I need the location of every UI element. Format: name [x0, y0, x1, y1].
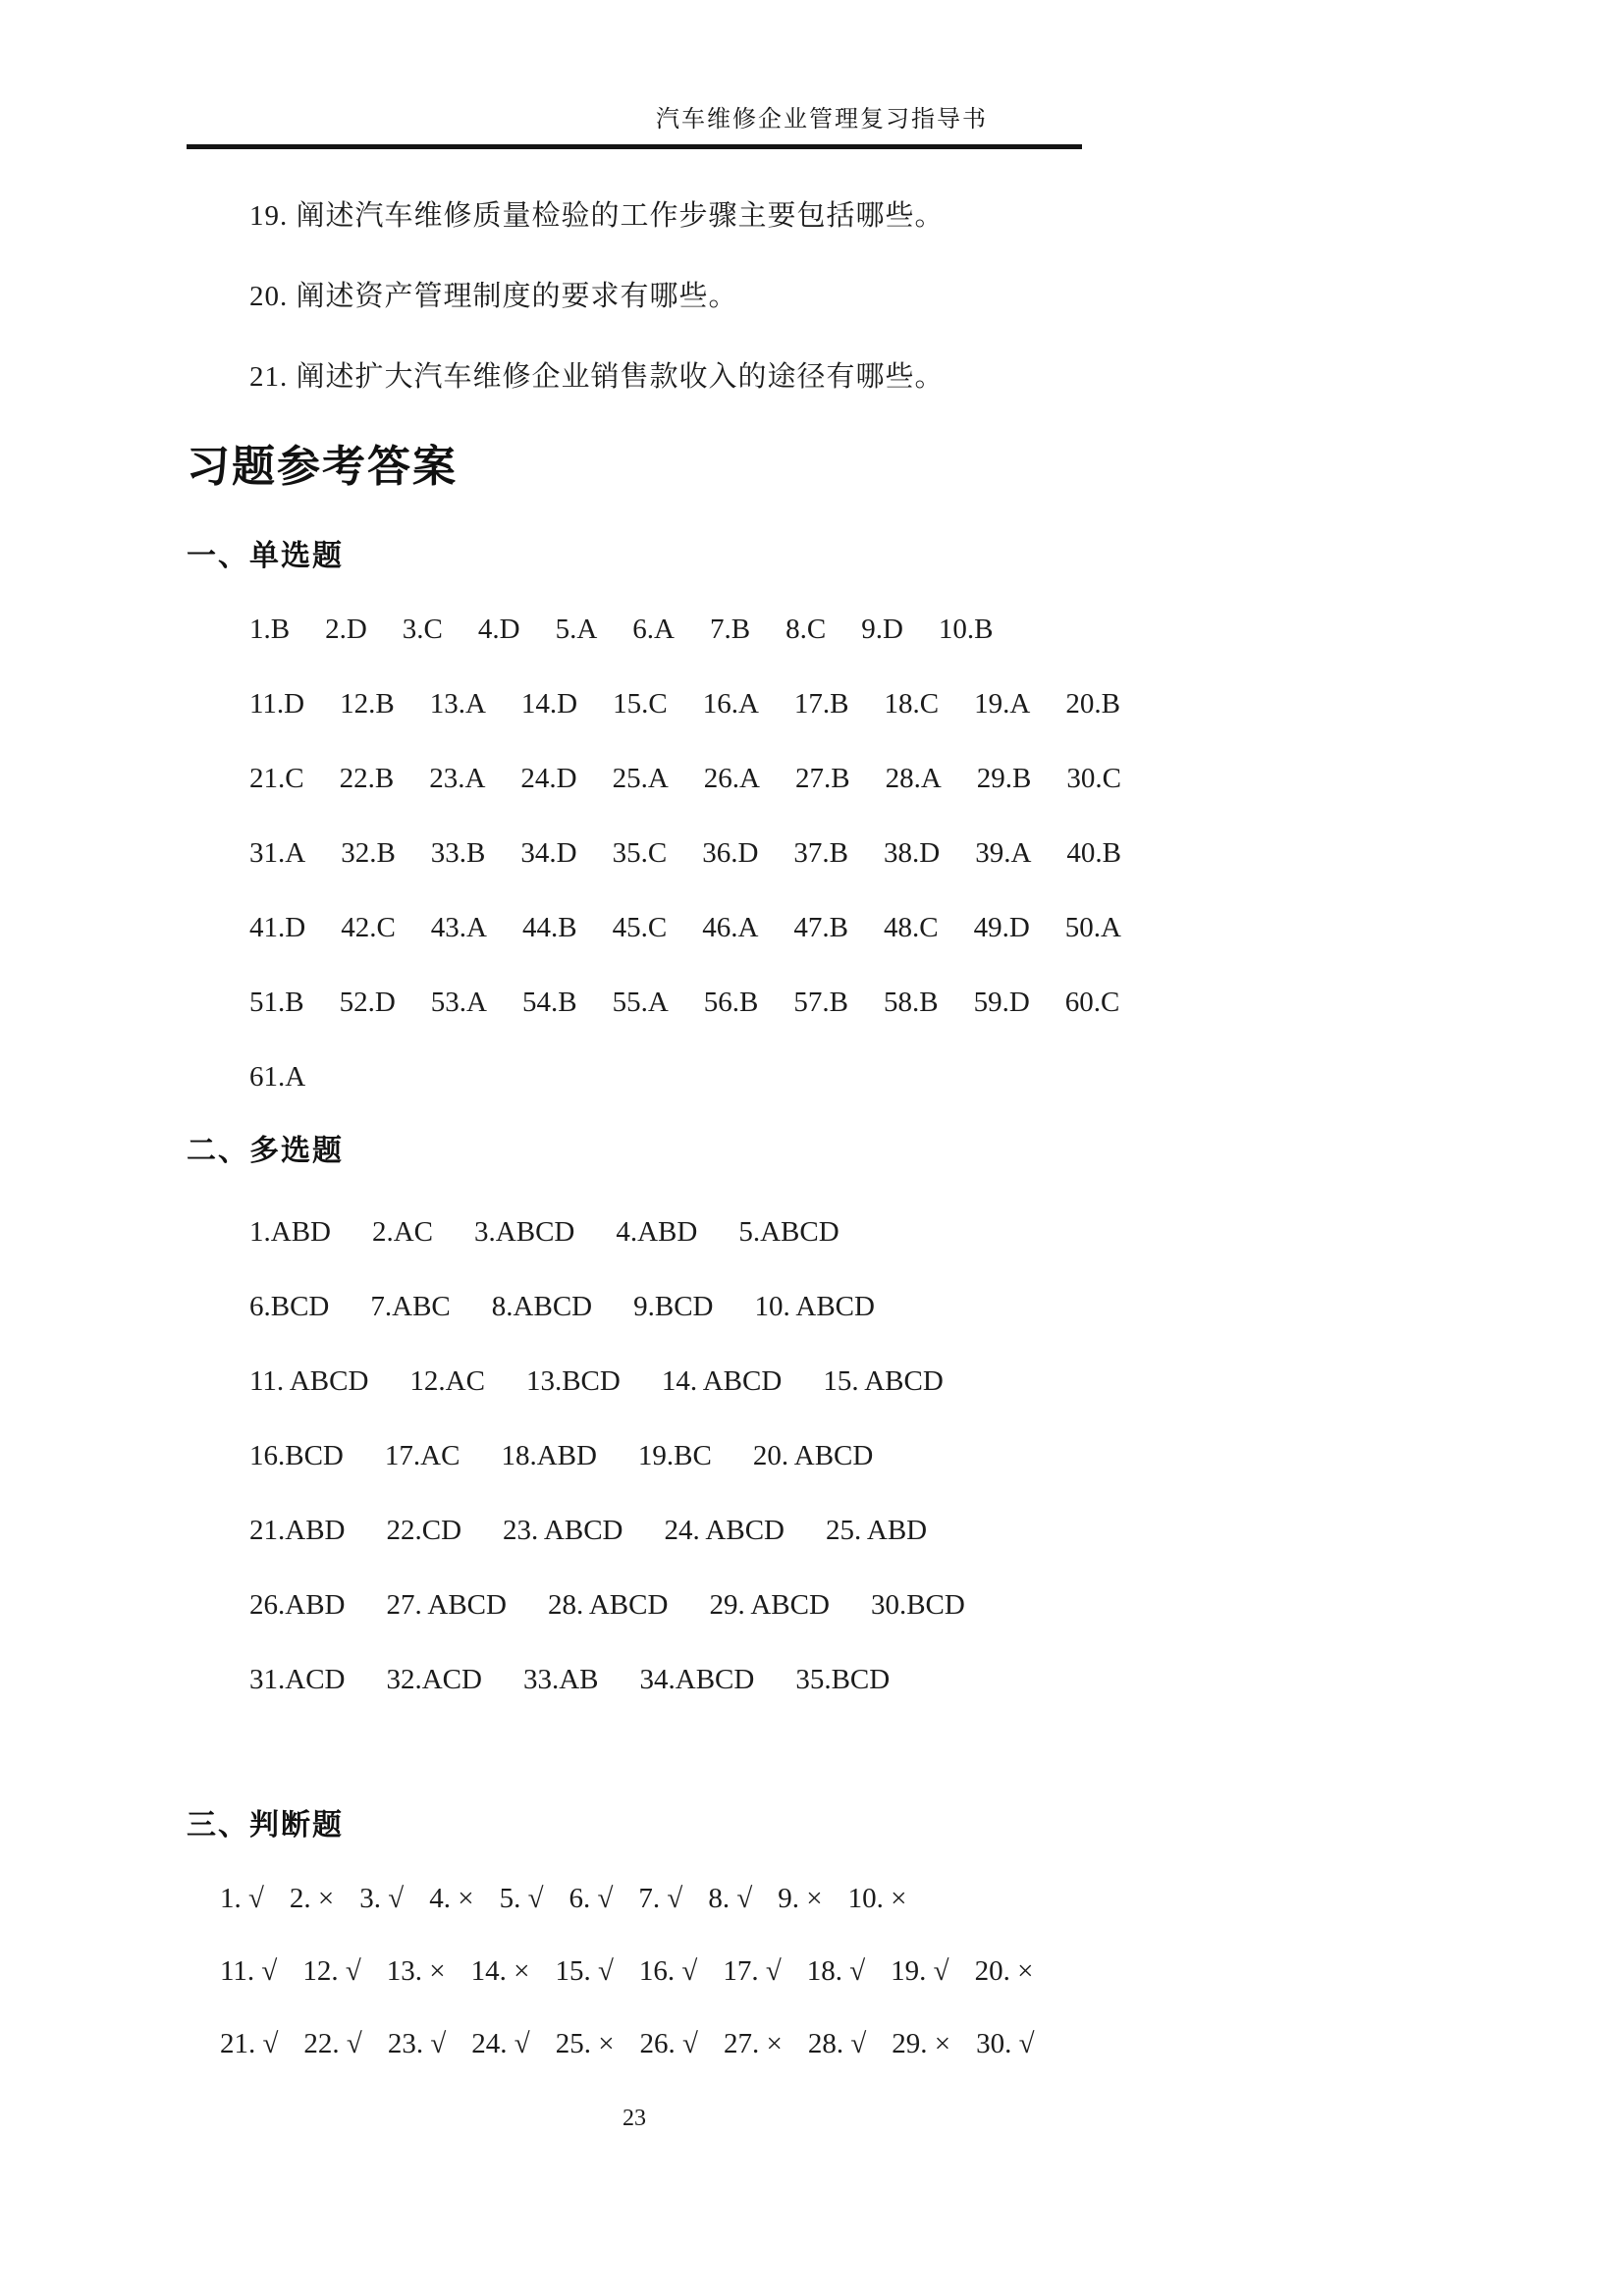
- answer-item: 1.B: [249, 614, 291, 645]
- answer-item: 45.C: [612, 912, 668, 943]
- answer-item: 22.B: [339, 763, 395, 794]
- answer-item: 7. √: [638, 1883, 683, 1914]
- answer-item: 41.D: [249, 912, 306, 943]
- answer-item: 50.A: [1064, 912, 1121, 943]
- answer-item: 55.A: [612, 987, 669, 1018]
- answer-item: 33.AB: [522, 1664, 599, 1695]
- answers-heading: 习题参考答案: [187, 443, 458, 491]
- answer-item: 2. ×: [289, 1883, 335, 1914]
- answer-item: 18.C: [884, 688, 940, 720]
- answer-item: 5. √: [499, 1883, 544, 1914]
- answer-item: 59.D: [973, 987, 1030, 1018]
- answer-item: 11. ABCD: [249, 1365, 369, 1397]
- answer-item: 56.B: [703, 987, 759, 1018]
- answer-item: 32.B: [341, 837, 396, 869]
- answer-item: 11. √: [220, 1955, 278, 1987]
- answer-item: 1.ABD: [249, 1216, 331, 1248]
- answer-item: 22. √: [303, 2028, 362, 2059]
- answer-item: 28.A: [885, 763, 942, 794]
- answer-item: 31.A: [249, 837, 306, 869]
- answer-item: 10. ABCD: [754, 1291, 875, 1322]
- answer-item: 21.ABD: [249, 1515, 346, 1546]
- answer-item: 21.C: [249, 763, 304, 794]
- answer-item: 4. ×: [429, 1883, 474, 1914]
- answer-item: 15.C: [613, 688, 668, 720]
- question-list: [249, 198, 1082, 395]
- answer-item: 46.A: [702, 912, 759, 943]
- answer-item: 3.ABCD: [474, 1216, 575, 1248]
- section-title-true-false: 三、判断题: [187, 1809, 344, 1842]
- question-line: 20. 阐述资产管理制度的要求有哪些。: [249, 281, 738, 312]
- answer-row: [249, 1290, 1082, 1323]
- answer-item: 34.ABCD: [639, 1664, 755, 1695]
- answer-item: 38.D: [883, 837, 941, 869]
- answer-item: 19.BC: [637, 1440, 712, 1471]
- answer-item: 27. ×: [723, 2028, 783, 2059]
- answer-item: 42.C: [341, 912, 396, 943]
- answer-row: [249, 1663, 1082, 1696]
- answer-item: 36.D: [702, 837, 759, 869]
- answer-item: 20.B: [1065, 688, 1120, 720]
- answer-item: 39.A: [975, 837, 1032, 869]
- answer-item: 1. √: [220, 1883, 264, 1914]
- page-content: [187, 0, 1121, 2132]
- answer-row: [220, 2027, 1082, 2060]
- answer-item: 27.B: [795, 763, 850, 794]
- answer-item: 4.D: [477, 614, 520, 645]
- answer-item: 23.A: [429, 763, 486, 794]
- answer-item: 37.B: [793, 837, 848, 869]
- answer-item: 18. √: [806, 1955, 866, 1987]
- answer-item: 5.ABCD: [738, 1216, 839, 1248]
- answer-item: 51.B: [249, 987, 304, 1018]
- single-choice-answers: [249, 613, 1121, 1094]
- answer-item: 6.BCD: [249, 1291, 330, 1322]
- answer-item: 29. ×: [892, 2028, 951, 2059]
- answer-item: 49.D: [973, 912, 1030, 943]
- answer-item: 44.B: [522, 912, 577, 943]
- answer-row: [249, 836, 1121, 870]
- answer-item: 14. ABCD: [661, 1365, 783, 1397]
- answer-item: 9.BCD: [633, 1291, 714, 1322]
- answer-row: [249, 613, 1082, 646]
- answer-item: 10.B: [938, 614, 994, 645]
- answer-item: 25. ×: [555, 2028, 615, 2059]
- answer-item: 48.C: [883, 912, 939, 943]
- answer-item: 7.ABC: [370, 1291, 451, 1322]
- answer-item: 18.ABD: [501, 1440, 597, 1471]
- answer-item: 13.A: [429, 688, 486, 720]
- answer-item: 17.AC: [384, 1440, 460, 1471]
- answer-item: 9. ×: [778, 1883, 823, 1914]
- answer-row: [249, 687, 1120, 721]
- answer-item: 25.A: [612, 763, 669, 794]
- question-line: 21. 阐述扩大汽车维修企业销售款收入的途径有哪些。: [249, 361, 945, 393]
- answer-item: 54.B: [522, 987, 577, 1018]
- header-rule: [187, 144, 1082, 149]
- answer-item: 35.C: [612, 837, 668, 869]
- answer-item: 22.CD: [386, 1515, 462, 1546]
- answer-item: 7.B: [710, 614, 751, 645]
- answer-item: 47.B: [793, 912, 848, 943]
- answer-item: 40.B: [1066, 837, 1121, 869]
- answer-item: 19. √: [891, 1955, 949, 1987]
- answer-item: 32.ACD: [386, 1664, 482, 1695]
- answer-item: 23. √: [387, 2028, 447, 2059]
- answer-item: 8.ABCD: [491, 1291, 593, 1322]
- answer-item: 21. √: [220, 2028, 279, 2059]
- answer-item: 3. √: [359, 1883, 405, 1914]
- answer-item: 4.ABD: [616, 1216, 698, 1248]
- answer-row: [249, 1060, 1082, 1094]
- answer-item: 24. √: [471, 2028, 530, 2059]
- answer-item: 6.A: [632, 614, 675, 645]
- answer-item: 31.ACD: [249, 1664, 346, 1695]
- answer-item: 24. ABCD: [664, 1515, 785, 1546]
- answer-item: 15. √: [555, 1955, 614, 1987]
- answer-item: 16.BCD: [249, 1440, 344, 1471]
- answer-item: 23. ABCD: [503, 1515, 623, 1546]
- answer-item: 30.BCD: [870, 1589, 965, 1621]
- answer-item: 58.B: [883, 987, 939, 1018]
- answer-item: 34.D: [520, 837, 577, 869]
- answer-item: 25. ABD: [826, 1515, 928, 1546]
- answer-row: [249, 1588, 1082, 1622]
- answer-item: 5.A: [555, 614, 598, 645]
- answer-item: 17. √: [723, 1955, 782, 1987]
- answer-item: 27. ABCD: [386, 1589, 507, 1621]
- answer-item: 26. √: [639, 2028, 698, 2059]
- answer-item: 20. ×: [974, 1955, 1034, 1987]
- answer-item: 8. √: [708, 1883, 753, 1914]
- answer-item: 12.B: [340, 688, 395, 720]
- running-header-title: 汽车维修企业管理复习指导书: [656, 107, 988, 133]
- answer-item: 15. ABCD: [823, 1365, 944, 1397]
- answer-row: [249, 1514, 1082, 1547]
- section-title-multiple-choice: 二、多选题: [187, 1135, 344, 1167]
- answer-item: 26.ABD: [249, 1589, 346, 1621]
- answer-row: [249, 911, 1121, 944]
- true-false-answers: [220, 1882, 1082, 2060]
- answer-item: 16. √: [638, 1955, 698, 1987]
- answer-row: [249, 762, 1121, 795]
- answer-item: 9.D: [861, 614, 903, 645]
- answer-item: 30. √: [976, 2028, 1035, 2059]
- answer-item: 17.B: [793, 688, 849, 720]
- answer-row: [249, 986, 1120, 1019]
- answer-item: 19.A: [974, 688, 1031, 720]
- answer-item: 6. √: [568, 1883, 614, 1914]
- answer-item: 35.BCD: [795, 1664, 891, 1695]
- answer-row: [249, 1364, 1082, 1398]
- answer-item: 2.D: [325, 614, 367, 645]
- answer-item: 33.B: [430, 837, 486, 869]
- answer-item: 29. ABCD: [709, 1589, 830, 1621]
- answer-item: 11.D: [249, 688, 305, 720]
- answer-row: [249, 1439, 1082, 1472]
- answer-item: 30.C: [1066, 763, 1121, 794]
- answer-row: [249, 1215, 1082, 1249]
- answer-item: 57.B: [793, 987, 848, 1018]
- answer-item: 28. ABCD: [547, 1589, 669, 1621]
- answer-item: 60.C: [1064, 987, 1120, 1018]
- section-title-single-choice: 一、单选题: [187, 540, 344, 572]
- answer-item: 53.A: [430, 987, 487, 1018]
- page-number: 23: [623, 2106, 646, 2131]
- answer-item: 8.C: [785, 614, 827, 645]
- answer-item: 26.A: [703, 763, 760, 794]
- answer-item: 3.C: [402, 614, 443, 645]
- answer-item: 2.AC: [371, 1216, 434, 1248]
- answer-item: 10. ×: [847, 1883, 907, 1914]
- answer-item: 14. ×: [470, 1955, 530, 1987]
- answer-item: 29.B: [976, 763, 1032, 794]
- answer-item: 13. ×: [386, 1955, 446, 1987]
- answer-item: 24.D: [520, 763, 577, 794]
- answer-item: 43.A: [430, 912, 487, 943]
- answer-item: 28. √: [807, 2028, 867, 2059]
- answer-item: 12. √: [302, 1955, 361, 1987]
- answer-item: 12.AC: [409, 1365, 485, 1397]
- answer-item: 20. ABCD: [752, 1440, 874, 1471]
- answer-item: 52.D: [339, 987, 396, 1018]
- answer-item: 16.A: [702, 688, 759, 720]
- question-line: 19. 阐述汽车维修质量检验的工作步骤主要包括哪些。: [249, 200, 945, 232]
- multiple-choice-answers: [249, 1215, 1082, 1696]
- answer-item: 14.D: [520, 688, 578, 720]
- answer-item: 61.A: [249, 1061, 306, 1093]
- answer-row: [220, 1954, 1082, 1988]
- answer-item: 13.BCD: [525, 1365, 621, 1397]
- answer-row: [220, 1882, 1082, 1915]
